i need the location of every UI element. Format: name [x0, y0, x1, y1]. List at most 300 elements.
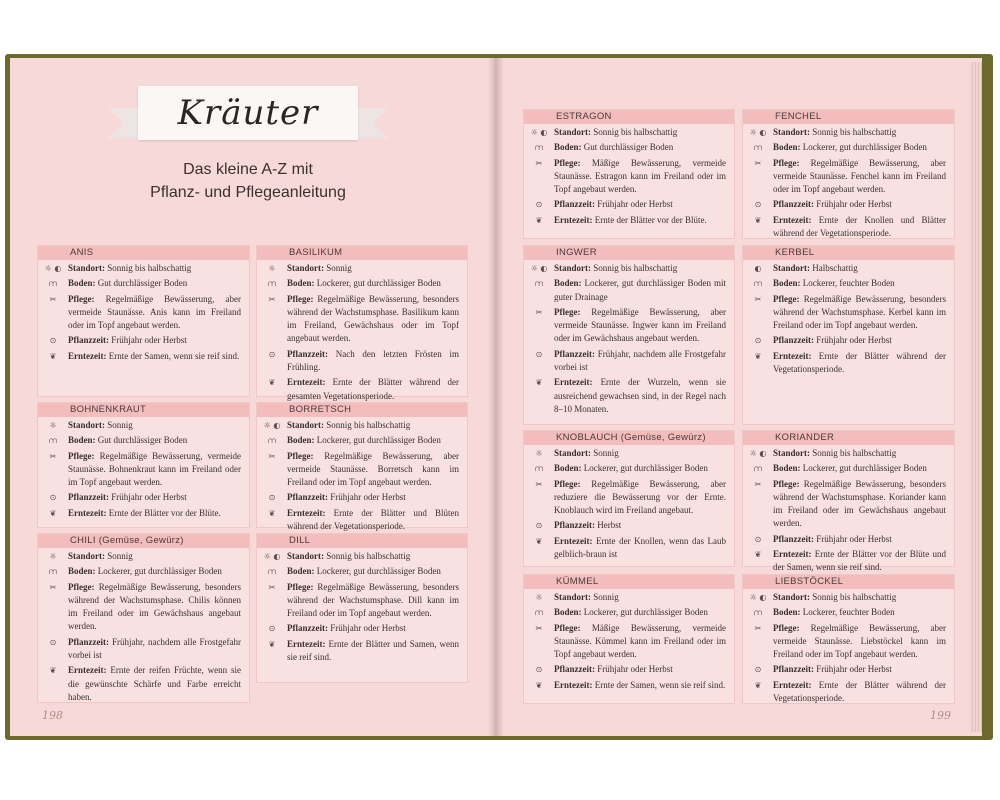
clock-icon: ⊙	[49, 637, 57, 647]
clock-icon: ⊙	[268, 493, 276, 503]
pflanzzeit-value: Frühjahr oder Herbst	[816, 199, 892, 210]
erntezeit-row	[524, 535, 734, 562]
erntezeit-value: Ernte der Blätter während der gesamten Vegetationsperiode.	[287, 377, 460, 401]
erntezeit-row	[524, 679, 734, 692]
standort-value: Halbschattig	[812, 263, 858, 273]
boden-label: Boden:	[773, 607, 801, 618]
pflanzzeit-value: Frühjahr oder Herbst	[111, 492, 187, 503]
standort-value: Sonnig bis halbschattig	[107, 263, 192, 273]
pflanzzeit-row	[257, 622, 467, 635]
pflanzzeit-row	[524, 663, 734, 676]
pflege-value: Regelmäßige Bewässerung, besonders während der Wachstumsphase. Basilikum kann im Freiland, Gewächshaus oder im Topf angebaut werden.	[287, 293, 459, 344]
erntezeit-value: Ernte der Knollen und Blätter während der Vegetationsperiode.	[773, 214, 947, 239]
erntezeit-row	[38, 507, 249, 520]
standort-label: Standort:	[554, 263, 592, 273]
sun-halfshade-icon: ☼ ◐	[530, 264, 548, 273]
pflege-label: Pflege:	[68, 293, 95, 304]
halfshade-icon: ◐	[754, 264, 762, 273]
pflege-label: Pflege:	[773, 622, 800, 633]
herb-card-koriander	[742, 430, 955, 573]
page-edges	[970, 62, 982, 732]
standort-row	[524, 591, 734, 604]
standort-label: Standort:	[773, 127, 811, 137]
herb-card-ingwer	[523, 245, 735, 425]
page-number-right: 199	[930, 709, 951, 722]
erntezeit-label: Erntezeit:	[773, 679, 812, 690]
standort-label: Standort:	[68, 420, 106, 430]
boden-value: Lockerer, gut durchlässiger Boden	[316, 278, 441, 289]
boden-row	[524, 277, 734, 304]
pflanzzeit-row	[257, 348, 467, 375]
pflanzzeit-row	[524, 348, 734, 375]
sun-halfshade-icon: ☼ ◐	[263, 552, 281, 561]
standort-row	[743, 262, 954, 275]
scissors-icon: ✂	[268, 451, 276, 461]
erntezeit-row	[38, 664, 249, 704]
standort-label: Standort:	[773, 448, 811, 458]
boden-value: Gut durchlässiger Boden	[97, 278, 188, 289]
standort-value: Sonnig bis halbschattig	[812, 592, 897, 602]
pflanzzeit-label: Pflanzzeit:	[773, 533, 814, 544]
scissors-icon: ✂	[754, 623, 762, 633]
herb-card-anis	[37, 245, 250, 397]
clock-icon: ⊙	[268, 624, 276, 634]
clock-icon: ⊙	[535, 349, 543, 359]
boden-label: Boden:	[68, 566, 96, 577]
pflege-value: Regelmäßige Bewässerung, aber vermeide Staunässe. Liebstöckel kann im Freiland oder im Topf angebaut werden.	[773, 622, 946, 660]
herb-name: LIEBSTÖCKEL	[743, 575, 954, 589]
herb-name: FENCHEL	[743, 110, 954, 124]
pflanzzeit-value: Frühjahr oder Herbst	[330, 492, 406, 503]
erntezeit-row	[257, 507, 467, 534]
boden-label: Boden:	[773, 142, 801, 153]
boden-row	[38, 434, 249, 447]
erntezeit-label: Erntezeit:	[554, 214, 593, 225]
standort-row	[38, 419, 249, 432]
scissors-icon: ✂	[49, 294, 57, 304]
pflanzzeit-row	[257, 491, 467, 504]
pflege-label: Pflege:	[554, 622, 581, 633]
erntezeit-row	[524, 376, 734, 416]
leaf-icon: ❦	[754, 680, 762, 690]
pflege-value: Regelmäßige Bewässerung, besonders während der Wachstumsphase. Chilis können im Freiland oder im Gewächshaus angebaut werden.	[68, 581, 241, 632]
pflanzzeit-row	[524, 519, 734, 532]
scissors-icon: ✂	[49, 451, 57, 461]
standort-value: Sonnig	[593, 448, 619, 458]
pflanzzeit-value: Frühjahr, nachdem alle Frostgefahr vorbei ist	[68, 636, 241, 661]
pflanzzeit-label: Pflanzzeit:	[773, 335, 814, 346]
erntezeit-row	[743, 548, 954, 575]
standort-value: Sonnig bis halbschattig	[593, 127, 678, 137]
soil-icon: ⩋	[753, 608, 763, 618]
erntezeit-row	[743, 679, 954, 706]
leaf-icon: ❦	[268, 508, 276, 518]
pflanzzeit-label: Pflanzzeit:	[554, 348, 595, 359]
pflanzzeit-row	[743, 334, 954, 347]
boden-label: Boden:	[287, 278, 315, 289]
erntezeit-value: Ernte der Blätter vor der Blüte und der Samen, wenn sie reif sind.	[773, 549, 947, 573]
pflege-value: Regelmäßige Bewässerung, besonders während der Wachstumsphase. Kerbel kann im Freiland oder im Topf angebaut werden.	[773, 293, 946, 331]
pflege-label: Pflege:	[287, 293, 314, 304]
clock-icon: ⊙	[535, 665, 543, 675]
pflege-row	[257, 581, 467, 621]
pflanzzeit-value: Frühjahr oder Herbst	[816, 664, 892, 675]
boden-label: Boden:	[554, 142, 582, 153]
herb-name: KERBEL	[743, 246, 954, 260]
sun-icon: ☼	[268, 264, 276, 273]
pflege-label: Pflege:	[68, 581, 95, 592]
pflege-row	[524, 478, 734, 518]
standort-row	[524, 447, 734, 460]
erntezeit-label: Erntezeit:	[773, 549, 812, 560]
pflege-row	[257, 293, 467, 346]
boden-value: Lockerer, gut durchlässiger Boden	[97, 566, 222, 577]
pflanzzeit-label: Pflanzzeit:	[554, 664, 595, 675]
boden-label: Boden:	[287, 566, 315, 577]
pflege-row	[257, 450, 467, 490]
soil-icon: ⩋	[534, 608, 544, 618]
pflanzzeit-value: Frühjahr oder Herbst	[597, 199, 673, 210]
standort-label: Standort:	[287, 551, 325, 561]
pflanzzeit-row	[743, 663, 954, 676]
soil-icon: ⩋	[534, 279, 544, 289]
boden-label: Boden:	[773, 278, 801, 289]
erntezeit-row	[257, 376, 467, 403]
boden-value: Lockerer, gut durchlässiger Boden	[583, 463, 708, 474]
herb-card-kerbel	[742, 245, 955, 425]
erntezeit-label: Erntezeit:	[554, 679, 593, 690]
clock-icon: ⊙	[268, 349, 276, 359]
erntezeit-row	[257, 638, 467, 665]
standort-row	[743, 447, 954, 460]
boden-value: Lockerer, gut durchlässiger Boden	[802, 142, 927, 153]
clock-icon: ⊙	[754, 336, 762, 346]
standort-value: Sonnig	[107, 551, 133, 561]
standort-label: Standort:	[773, 263, 811, 273]
standort-value: Sonnig bis halbschattig	[812, 127, 897, 137]
boden-row	[38, 277, 249, 290]
standort-value: Sonnig bis halbschattig	[812, 448, 897, 458]
scissors-icon: ✂	[49, 582, 57, 592]
herb-card-borretsch	[256, 402, 468, 532]
pflege-value: Regelmäßige Bewässerung, aber vermeide Staunässe. Anis kann im Freiland oder im Topf angebaut werden.	[68, 293, 241, 331]
boden-label: Boden:	[554, 463, 582, 474]
standort-row	[743, 126, 954, 139]
standort-label: Standort:	[773, 592, 811, 602]
sun-halfshade-icon: ☼ ◐	[530, 128, 548, 137]
leaf-icon: ❦	[49, 508, 57, 518]
erntezeit-label: Erntezeit:	[554, 377, 593, 388]
scissors-icon: ✂	[754, 294, 762, 304]
boden-value: Lockerer, gut durchlässiger Boden	[802, 463, 927, 474]
leaf-icon: ❦	[535, 680, 543, 690]
boden-row	[38, 565, 249, 578]
pflege-label: Pflege:	[554, 306, 581, 317]
standort-row	[38, 550, 249, 563]
erntezeit-value: Ernte der Blätter und Samen, wenn sie reif sind.	[287, 638, 460, 663]
erntezeit-value: Ernte der Wurzeln, wenn sie ausreichend gewachsen sind, in der Regel nach 8–10 Monaten.	[554, 377, 727, 414]
erntezeit-label: Erntezeit:	[287, 638, 326, 649]
scissors-icon: ✂	[754, 479, 762, 489]
soil-icon: ⩋	[267, 436, 277, 446]
scissors-icon: ✂	[754, 158, 762, 168]
pflanzzeit-value: Frühjahr oder Herbst	[816, 533, 892, 544]
erntezeit-row	[743, 350, 954, 377]
sun-halfshade-icon: ☼ ◐	[44, 264, 62, 273]
boden-value: Gut durchlässiger Boden	[583, 142, 674, 153]
boden-row	[743, 606, 954, 619]
herb-name: KNOBLAUCH (Gemüse, Gewürz)	[524, 431, 734, 445]
pflege-row	[524, 157, 734, 197]
standort-value: Sonnig	[107, 420, 133, 430]
pflanzzeit-value: Frühjahr, nachdem alle Frostgefahr vorbei ist	[554, 348, 726, 373]
erntezeit-label: Erntezeit:	[68, 350, 107, 361]
pflanzzeit-label: Pflanzzeit:	[287, 348, 328, 359]
pflege-row	[38, 450, 249, 490]
pflege-row	[524, 306, 734, 346]
erntezeit-row	[524, 214, 734, 227]
boden-value: Lockerer, gut durchlässiger Boden	[316, 435, 441, 446]
pflege-value: Regelmäßige Bewässerung, aber vermeide Staunässe. Fenchel kann im Freiland oder im Topf angebaut werden.	[773, 157, 946, 195]
erntezeit-value: Ernte der Samen, wenn sie reif sind.	[108, 350, 240, 361]
standort-row	[257, 419, 467, 432]
pflanzzeit-label: Pflanzzeit:	[554, 199, 595, 210]
boden-value: Lockerer, feuchter Boden	[802, 278, 895, 289]
erntezeit-label: Erntezeit:	[68, 665, 107, 676]
herb-card-basilikum	[256, 245, 468, 401]
erntezeit-label: Erntezeit:	[287, 377, 326, 388]
scissors-icon: ✂	[268, 582, 276, 592]
pflanzzeit-label: Pflanzzeit:	[68, 636, 109, 647]
pflege-label: Pflege:	[773, 478, 800, 489]
subtitle-line-1: Das kleine A-Z mit	[183, 161, 313, 178]
pflege-label: Pflege:	[773, 293, 800, 304]
boden-value: Lockerer, gut durchlässiger Boden	[583, 607, 708, 618]
herb-name: BOHNENKRAUT	[38, 403, 249, 417]
boden-row	[743, 462, 954, 475]
boden-value: Lockerer, feuchter Boden	[802, 607, 895, 618]
boden-label: Boden:	[68, 278, 96, 289]
scissors-icon: ✂	[535, 479, 543, 489]
title-banner	[108, 86, 388, 144]
pflanzzeit-label: Pflanzzeit:	[287, 623, 328, 634]
standort-row	[38, 262, 249, 275]
leaf-icon: ❦	[535, 215, 543, 225]
herb-name: KÜMMEL	[524, 575, 734, 589]
leaf-icon: ❦	[268, 639, 276, 649]
scissors-icon: ✂	[535, 158, 543, 168]
pflege-value: Mäßige Bewässerung, vermeide Staunässe. Kümmel kann im Freiland oder im Topf angebaut werden.	[554, 622, 726, 660]
standort-row	[524, 126, 734, 139]
boden-row	[257, 434, 467, 447]
herb-card-liebstoeckel	[742, 574, 955, 704]
leaf-icon: ❦	[268, 378, 276, 388]
sun-halfshade-icon: ☼ ◐	[749, 449, 767, 458]
sun-icon: ☼	[535, 449, 543, 458]
pflege-value: Regelmäßige Bewässerung, aber vermeide Staunässe. Ingwer kann im Freiland oder im Gewächshaus angebaut werden.	[554, 306, 726, 344]
standort-value: Sonnig bis halbschattig	[593, 263, 678, 273]
clock-icon: ⊙	[49, 493, 57, 503]
pflanzzeit-label: Pflanzzeit:	[68, 335, 109, 346]
pflege-label: Pflege:	[554, 157, 581, 168]
pflege-label: Pflege:	[554, 478, 581, 489]
erntezeit-row	[743, 214, 954, 241]
pflege-row	[743, 157, 954, 197]
sun-halfshade-icon: ☼ ◐	[749, 128, 767, 137]
soil-icon: ⩋	[48, 436, 58, 446]
erntezeit-label: Erntezeit:	[287, 507, 326, 518]
standort-label: Standort:	[287, 420, 325, 430]
boden-label: Boden:	[554, 607, 582, 618]
herb-card-kuemmel	[523, 574, 735, 704]
subtitle-line-2: Pflanz- und Pflegeanleitung	[150, 184, 346, 201]
herb-card-knoblauch	[523, 430, 735, 567]
boden-value: Lockerer, gut durchlässiger Boden mit guter Drainage	[554, 278, 726, 302]
scissors-icon: ✂	[535, 623, 543, 633]
herb-name: INGWER	[524, 246, 734, 260]
pflege-value: Regelmäßige Bewässerung, besonders während der Wachstumsphase. Koriander kann im Freiland oder im Gewächshaus angebaut werden.	[773, 478, 946, 529]
soil-icon: ⩋	[753, 464, 763, 474]
pflege-row	[743, 293, 954, 333]
herb-card-dill	[256, 533, 468, 683]
herb-name: BASILIKUM	[257, 246, 467, 260]
pflege-value: Mäßige Bewässerung, vermeide Staunässe. Estragon kann im Freiland oder im Topf angebaut werden.	[554, 157, 726, 195]
herb-card-estragon	[523, 109, 735, 239]
standort-label: Standort:	[287, 263, 325, 273]
standort-label: Standort:	[554, 592, 592, 602]
book-gutter	[488, 58, 504, 736]
pflanzzeit-value: Frühjahr oder Herbst	[597, 664, 673, 675]
boden-value: Lockerer, gut durchlässiger Boden	[316, 566, 441, 577]
pflege-value: Regelmäßige Bewässerung, aber reduziere die Bewässerung vor der Ernte. Knoblauch wird im Freiland angebaut.	[554, 478, 726, 516]
pflanzzeit-value: Nach den letzten Frösten im Frühling.	[287, 348, 459, 373]
herb-name: CHILI (Gemüse, Gewürz)	[38, 534, 249, 548]
soil-icon: ⩋	[534, 143, 544, 153]
pflege-label: Pflege:	[68, 450, 95, 461]
pflanzzeit-row	[38, 636, 249, 663]
leaf-icon: ❦	[754, 550, 762, 560]
standort-label: Standort:	[554, 448, 592, 458]
clock-icon: ⊙	[754, 534, 762, 544]
pflege-label: Pflege:	[287, 581, 314, 592]
leaf-icon: ❦	[49, 351, 57, 361]
pflanzzeit-value: Frühjahr oder Herbst	[330, 623, 406, 634]
scissors-icon: ✂	[268, 294, 276, 304]
erntezeit-value: Ernte der Blätter vor der Blüte.	[594, 214, 707, 225]
pflanzzeit-row	[38, 334, 249, 347]
sun-halfshade-icon: ☼ ◐	[749, 593, 767, 602]
sun-icon: ☼	[49, 421, 57, 430]
erntezeit-value: Ernte der Knollen, wenn das Laub gelblich-braun ist	[554, 535, 727, 560]
standort-value: Sonnig	[593, 592, 619, 602]
leaf-icon: ❦	[754, 351, 762, 361]
pflege-label: Pflege:	[773, 157, 800, 168]
erntezeit-label: Erntezeit:	[773, 350, 812, 361]
pflege-row	[524, 622, 734, 662]
soil-icon: ⩋	[753, 279, 763, 289]
erntezeit-row	[38, 350, 249, 363]
sun-icon: ☼	[49, 552, 57, 561]
boden-label: Boden:	[287, 435, 315, 446]
herb-card-bohnenkraut	[37, 402, 250, 528]
pflanzzeit-value: Frühjahr oder Herbst	[111, 335, 187, 346]
pflanzzeit-row	[743, 198, 954, 211]
standort-row	[257, 550, 467, 563]
page-title: Kräuter	[177, 93, 319, 133]
pflege-value: Regelmäßige Bewässerung, besonders während der Wachstumsphase. Dill kann im Freiland oder im Topf angebaut werden.	[287, 581, 459, 619]
pflanzzeit-label: Pflanzzeit:	[287, 492, 328, 503]
leaf-icon: ❦	[754, 215, 762, 225]
boden-row	[524, 141, 734, 154]
erntezeit-value: Ernte der Blätter während der Vegetationsperiode.	[773, 350, 946, 375]
erntezeit-label: Erntezeit:	[554, 535, 593, 546]
clock-icon: ⊙	[535, 200, 543, 210]
pflanzzeit-label: Pflanzzeit:	[554, 520, 595, 531]
pflege-label: Pflege:	[287, 450, 314, 461]
soil-icon: ⩋	[753, 143, 763, 153]
standort-row	[524, 262, 734, 275]
herb-name: ESTRAGON	[524, 110, 734, 124]
leaf-icon: ❦	[49, 666, 57, 676]
standort-value: Sonnig bis halbschattig	[326, 551, 411, 561]
scissors-icon: ✂	[535, 307, 543, 317]
pflanzzeit-row	[38, 491, 249, 504]
standort-value: Sonnig	[326, 263, 352, 273]
standort-row	[743, 591, 954, 604]
soil-icon: ⩋	[267, 567, 277, 577]
boden-row	[524, 606, 734, 619]
pflege-row	[38, 293, 249, 333]
standort-value: Sonnig bis halbschattig	[326, 420, 411, 430]
leaf-icon: ❦	[535, 378, 543, 388]
soil-icon: ⩋	[48, 567, 58, 577]
herb-card-fenchel	[742, 109, 955, 239]
pflanzzeit-value: Frühjahr oder Herbst	[816, 335, 892, 346]
erntezeit-label: Erntezeit:	[773, 214, 812, 225]
herb-name: ANIS	[38, 246, 249, 260]
standort-label: Standort:	[68, 551, 106, 561]
erntezeit-value: Ernte der reifen Früchte, wenn sie die gewünschte Schärfe und Farbe erreicht haben.	[68, 665, 242, 702]
pflege-row	[743, 478, 954, 531]
clock-icon: ⊙	[754, 200, 762, 210]
soil-icon: ⩋	[48, 279, 58, 289]
soil-icon: ⩋	[534, 464, 544, 474]
standort-label: Standort:	[554, 127, 592, 137]
boden-row	[257, 277, 467, 290]
erntezeit-value: Ernte der Blätter während der Vegetationsperiode.	[773, 679, 946, 704]
page-number-left: 198	[42, 709, 63, 722]
boden-row	[257, 565, 467, 578]
boden-value: Gut durchlässiger Boden	[97, 435, 188, 446]
boden-row	[524, 462, 734, 475]
pflege-value: Regelmäßige Bewässerung, vermeide Staunässe. Bohnenkraut kann im Freiland oder im Topf angebaut werden.	[68, 450, 242, 488]
pflanzzeit-value: Herbst	[597, 520, 622, 531]
pflege-value: Regelmäßige Bewässerung, aber vermeide Staunässe. Borretsch kann im Freiland oder im Topf angebaut werden.	[287, 450, 459, 488]
erntezeit-value: Ernte der Blätter vor der Blüte.	[108, 507, 221, 518]
clock-icon: ⊙	[754, 665, 762, 675]
clock-icon: ⊙	[49, 336, 57, 346]
soil-icon: ⩋	[267, 279, 277, 289]
herb-name: BORRETSCH	[257, 403, 467, 417]
erntezeit-value: Ernte der Samen, wenn sie reif sind.	[594, 679, 726, 690]
boden-label: Boden:	[554, 278, 582, 289]
pflanzzeit-label: Pflanzzeit:	[68, 492, 109, 503]
herb-name: KORIANDER	[743, 431, 954, 445]
boden-row	[743, 277, 954, 290]
erntezeit-label: Erntezeit:	[68, 507, 107, 518]
boden-row	[743, 141, 954, 154]
boden-label: Boden:	[773, 463, 801, 474]
